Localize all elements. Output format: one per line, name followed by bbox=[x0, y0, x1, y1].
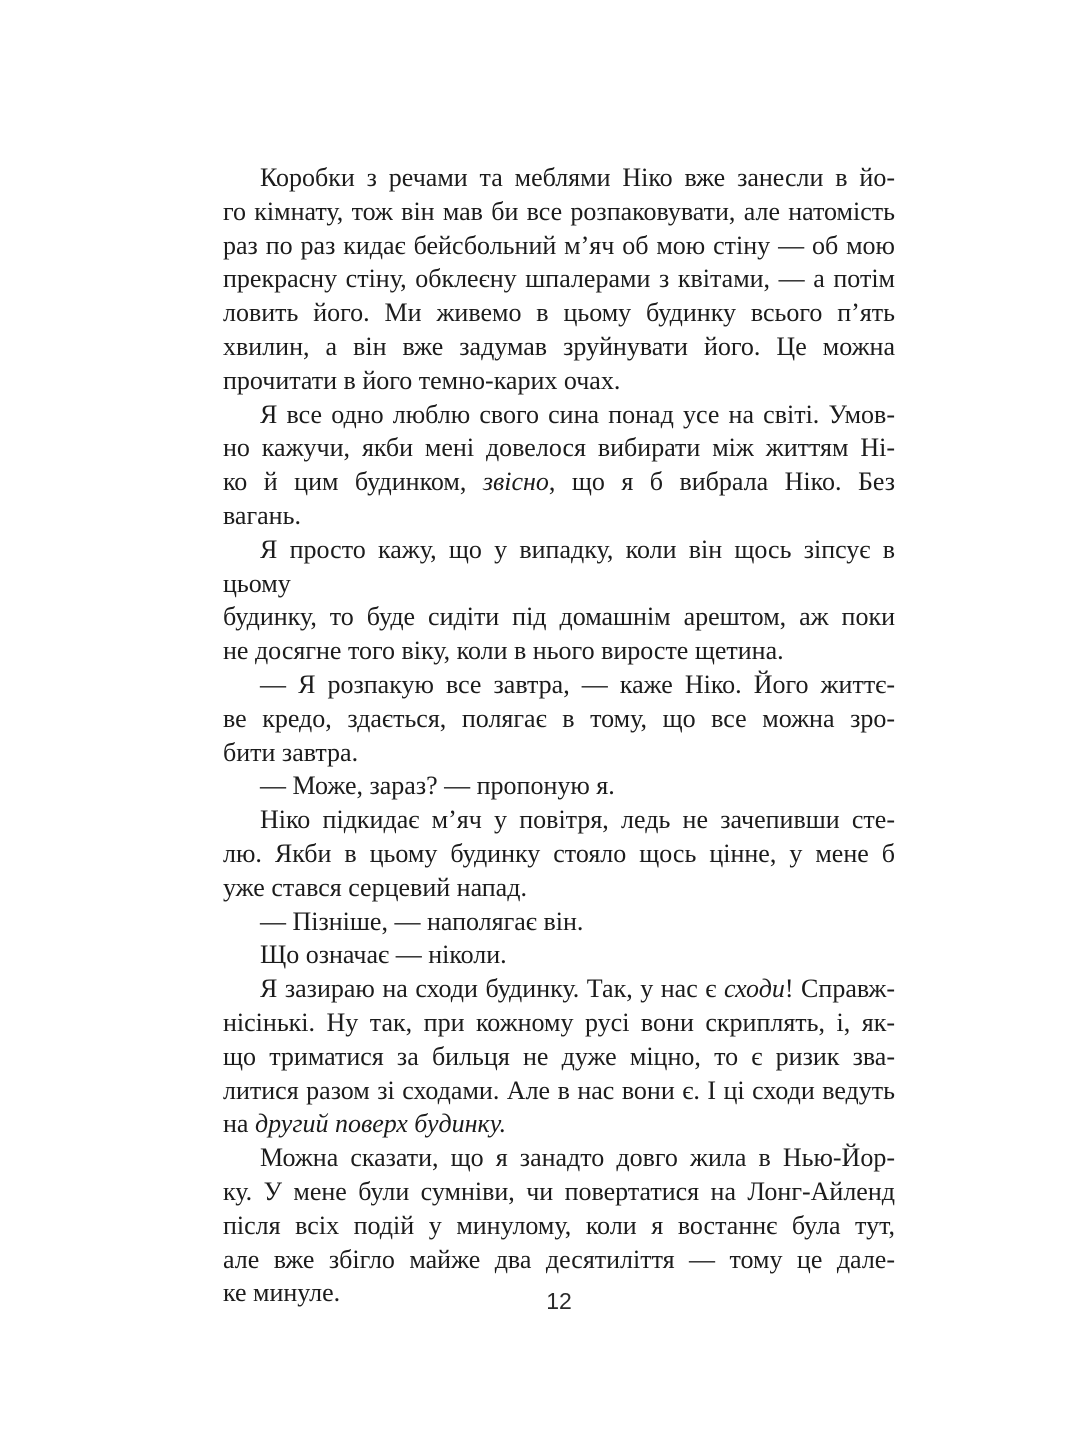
text-run: Я все одно люблю свого сина понад усе на світі. Умов- bbox=[260, 399, 895, 429]
text-line bbox=[223, 465, 895, 499]
text-line bbox=[223, 1209, 895, 1243]
text-line bbox=[223, 1074, 895, 1108]
text-run: Я зазираю на сходи будинку. Так, у нас є bbox=[260, 974, 724, 1004]
text-line bbox=[223, 499, 895, 533]
text-line bbox=[223, 837, 895, 871]
body-text bbox=[223, 161, 895, 1310]
text-line bbox=[223, 634, 895, 668]
text-line bbox=[223, 600, 895, 634]
text-line bbox=[223, 431, 895, 465]
emphasized-text: сходи bbox=[723, 974, 785, 1004]
text-run: хвилин, а він вже задумав зруйнувати його. Це можна bbox=[223, 331, 895, 361]
text-run: Я просто кажу, що у випадку, коли він щось зіпсує в цьому bbox=[223, 534, 895, 598]
text-line bbox=[223, 1040, 895, 1074]
text-line bbox=[223, 1006, 895, 1040]
text-run: будинку, то буде сидіти під домашнім арештом, аж поки bbox=[223, 602, 895, 632]
text-line bbox=[223, 702, 895, 736]
text-run: на bbox=[223, 1109, 255, 1139]
text-line bbox=[223, 736, 895, 770]
text-run: ! Справж- bbox=[784, 974, 896, 1004]
text-line bbox=[223, 229, 895, 263]
text-run: бити завтра. bbox=[223, 737, 359, 767]
text-line bbox=[223, 905, 895, 939]
text-line bbox=[223, 262, 895, 296]
text-run: ловить його. Ми живемо в цьому будинку всього п’ять bbox=[223, 298, 895, 328]
text-run: вагань. bbox=[223, 500, 301, 530]
text-run: — Я розпакую все завтра, — каже Ніко. Його життє- bbox=[260, 669, 895, 699]
text-run: лю. Якби в цьому будинку стояло щось цінне, у мене б bbox=[223, 838, 895, 868]
text-run: Коробки з речами та меблями Ніко вже занесли в йо- bbox=[260, 163, 895, 192]
text-run: ко й цим будинком, bbox=[223, 467, 483, 497]
text-line bbox=[223, 1141, 895, 1175]
text-line bbox=[223, 161, 895, 195]
text-line bbox=[223, 803, 895, 837]
text-line bbox=[223, 330, 895, 364]
text-run: прекрасну стіну, обклеєну шпалерами з квітами, — а потім bbox=[223, 264, 895, 294]
text-line bbox=[223, 769, 895, 803]
text-line bbox=[223, 1175, 895, 1209]
text-run: що триматися за бильця не дуже міцно, то є ризик зва- bbox=[223, 1041, 895, 1071]
text-line bbox=[223, 296, 895, 330]
text-run: ке минуле. bbox=[223, 1278, 341, 1308]
text-run: но кажучи, якби мені довелося вибирати між життям Ні- bbox=[223, 433, 895, 463]
text-run: після всіх подій у минулому, коли я востаннє була тут, bbox=[223, 1210, 895, 1240]
text-run: Ніко підкидає м’яч у повітря, ледь не зачепивши сте- bbox=[260, 805, 895, 835]
text-run: прочитати в його темно-карих очах. bbox=[223, 365, 621, 395]
text-line bbox=[223, 972, 895, 1006]
text-run: ве кредо, здається, полягає в тому, що все можна зро- bbox=[223, 703, 895, 733]
text-run: — Пізніше, — наполягає він. bbox=[260, 906, 584, 936]
text-run: раз по раз кидає бейсбольний м’яч об мою стіну — об мою bbox=[223, 230, 895, 260]
text-run: — Може, зараз? — пропоную я. bbox=[260, 771, 615, 801]
text-line bbox=[223, 668, 895, 702]
text-run: Можна сказати, що я занадто довго жила в Нью-Йор- bbox=[260, 1143, 895, 1173]
emphasized-text: звісно bbox=[482, 467, 549, 497]
text-line bbox=[223, 195, 895, 229]
text-run: литися разом зі сходами. Але в нас вони є. І ці сходи ведуть bbox=[223, 1075, 895, 1105]
text-run: уже стався серцевий напад. bbox=[223, 872, 527, 902]
text-run: Що означає — ніколи. bbox=[260, 940, 507, 970]
text-run: ку. У мене були сумніви, чи повертатися на Лонг-Айленд bbox=[223, 1176, 895, 1206]
text-line bbox=[223, 533, 895, 601]
text-run: го кімнату, тож він мав би все розпаковувати, але натомість bbox=[223, 196, 895, 226]
text-line bbox=[223, 1243, 895, 1277]
text-line bbox=[223, 871, 895, 905]
text-line bbox=[223, 364, 895, 398]
text-run: , що я б вибрала Ніко. Без bbox=[548, 467, 895, 497]
emphasized-text: другий поверх будинку. bbox=[254, 1109, 507, 1139]
text-line bbox=[223, 398, 895, 432]
text-run: нісінькі. Ну так, при кожному русі вони скриплять, і, як- bbox=[223, 1007, 895, 1037]
text-run: не досягне того віку, коли в нього виросте щетина. bbox=[223, 636, 784, 666]
page-number: 12 bbox=[546, 1288, 572, 1314]
text-line bbox=[223, 1107, 895, 1141]
text-line bbox=[223, 938, 895, 972]
text-run: але вже збігло майже два десятиліття — тому це дале- bbox=[223, 1244, 895, 1274]
